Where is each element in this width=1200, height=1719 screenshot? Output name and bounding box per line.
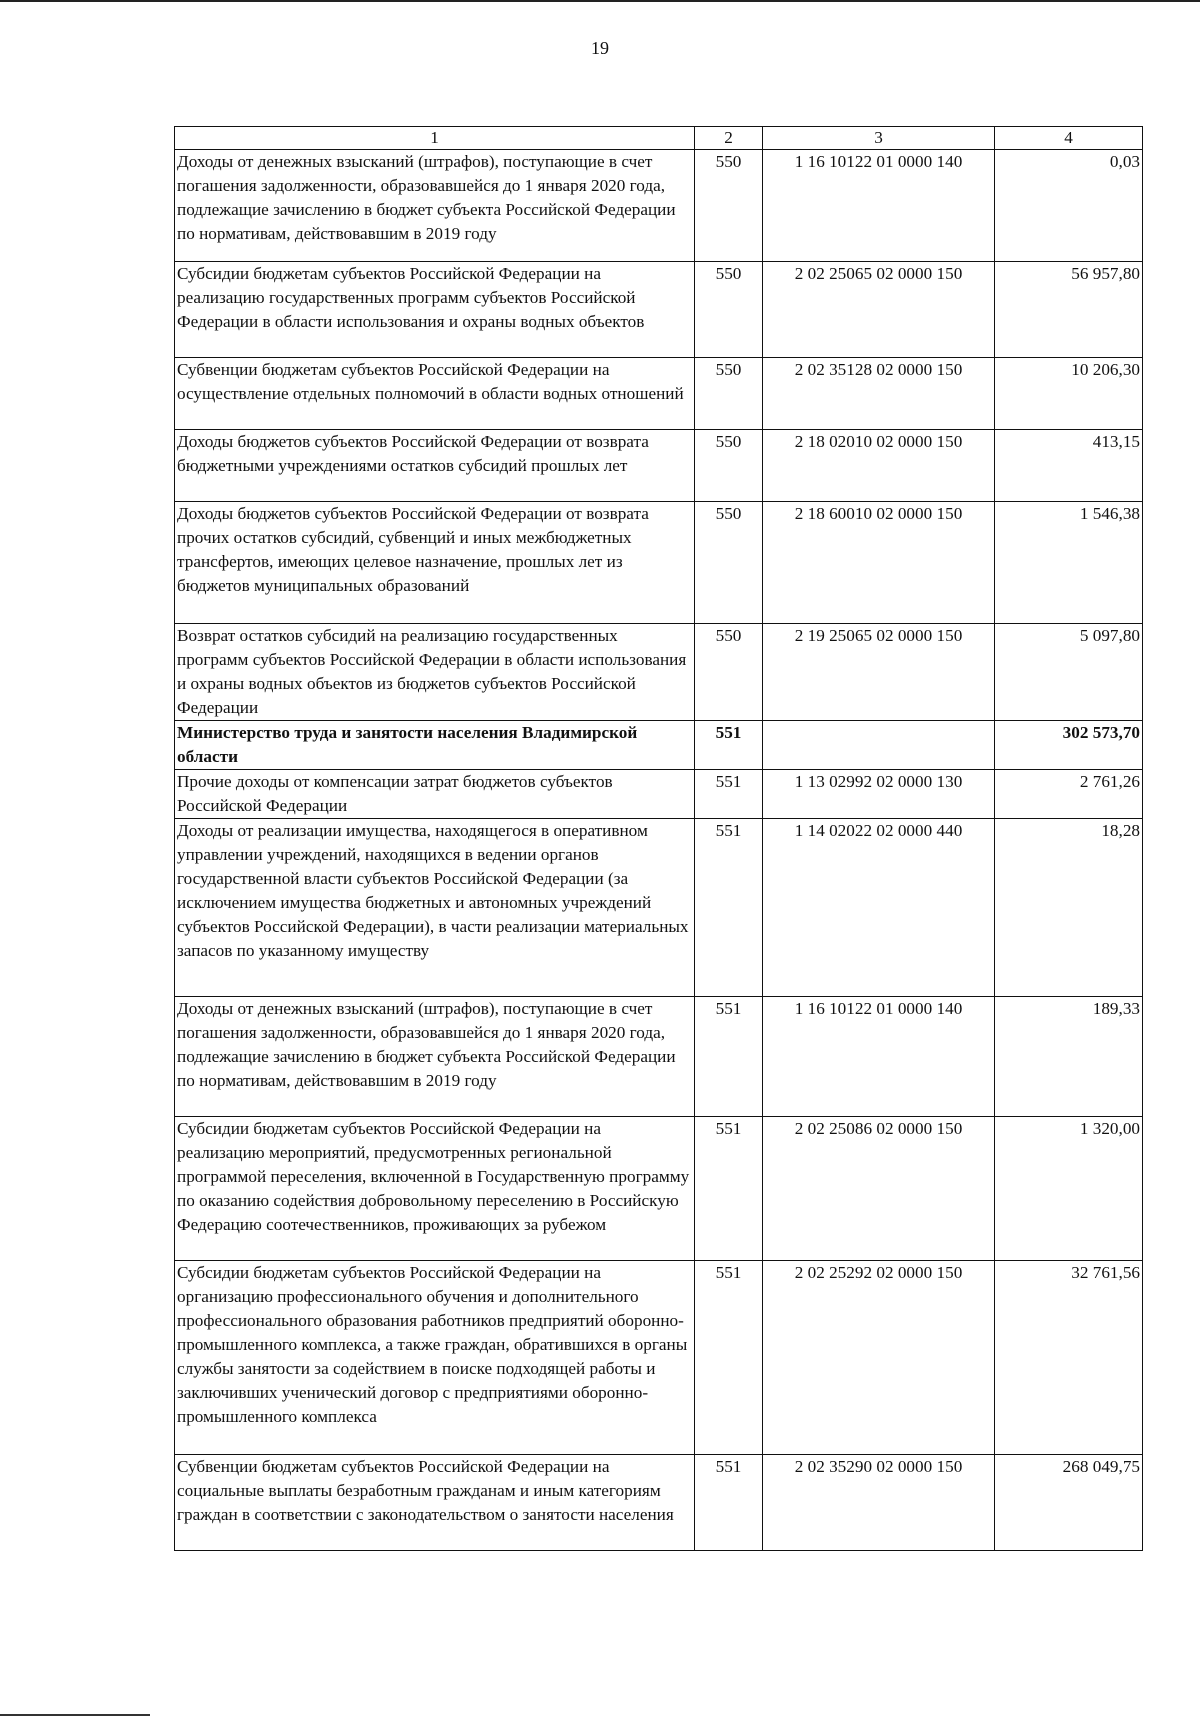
table-row (175, 770, 1143, 819)
row-amount: 302 573,70 (995, 721, 1143, 770)
table-row (175, 1117, 1143, 1261)
row-description: Субсидии бюджетам субъектов Российской Федерации на реализацию государственных программ субъектов Российской Федерации в области использования и охраны водных объектов (175, 262, 695, 358)
row-revenue-code: 2 02 25065 02 0000 150 (763, 262, 995, 358)
table-row (175, 819, 1143, 997)
row-description: Субвенции бюджетам субъектов Российской Федерации на социальные выплаты безработным гражданам и иным категориям граждан в соответствии с законодательством о занятости населения (175, 1455, 695, 1551)
row-admin-code: 551 (695, 819, 763, 997)
row-admin-code: 550 (695, 430, 763, 502)
row-admin-code: 550 (695, 358, 763, 430)
table-row (175, 1455, 1143, 1551)
table-row (175, 997, 1143, 1117)
row-admin-code: 550 (695, 150, 763, 262)
scan-edge-bottom (0, 1714, 150, 1716)
row-revenue-code: 2 18 02010 02 0000 150 (763, 430, 995, 502)
row-admin-code: 551 (695, 1117, 763, 1261)
row-revenue-code: 2 02 25292 02 0000 150 (763, 1261, 995, 1455)
row-revenue-code: 2 02 35290 02 0000 150 (763, 1455, 995, 1551)
row-revenue-code: 2 02 25086 02 0000 150 (763, 1117, 995, 1261)
row-amount: 189,33 (995, 997, 1143, 1117)
table-header-row (175, 127, 1143, 150)
table-row (175, 430, 1143, 502)
row-description: Министерство труда и занятости населения Владимирской области (175, 721, 695, 770)
column-header-1: 1 (175, 127, 695, 150)
scan-edge-top (0, 0, 1200, 2)
row-admin-code: 551 (695, 997, 763, 1117)
row-description: Доходы бюджетов субъектов Российской Федерации от возврата прочих остатков субсидий, субвенций и иных межбюджетных трансфертов, имеющих целевое назначение, прошлых лет из бюджетов муниципальных образований (175, 502, 695, 624)
row-description: Доходы от денежных взысканий (штрафов), поступающие в счет погашения задолженности, образовавшейся до 1 января 2020 года, подлежащие зачислению в бюджет субъекта Российской Федерации по нормативам, действовавшим в 2019 году (175, 150, 695, 262)
row-amount: 10 206,30 (995, 358, 1143, 430)
table-row (175, 150, 1143, 262)
row-admin-code: 551 (695, 770, 763, 819)
row-revenue-code: 1 13 02992 02 0000 130 (763, 770, 995, 819)
column-header-2: 2 (695, 127, 763, 150)
table-row-ministry-total (175, 721, 1143, 770)
column-header-4: 4 (995, 127, 1143, 150)
row-amount: 1 546,38 (995, 502, 1143, 624)
row-admin-code: 550 (695, 624, 763, 721)
row-revenue-code (763, 721, 995, 770)
table-row (175, 624, 1143, 721)
row-amount: 18,28 (995, 819, 1143, 997)
row-revenue-code: 2 02 35128 02 0000 150 (763, 358, 995, 430)
row-admin-code: 551 (695, 721, 763, 770)
row-admin-code: 550 (695, 502, 763, 624)
row-description: Субвенции бюджетам субъектов Российской Федерации на осуществление отдельных полномочий в области водных отношений (175, 358, 695, 430)
revenue-table (174, 126, 1143, 1551)
row-amount: 5 097,80 (995, 624, 1143, 721)
row-description: Прочие доходы от компенсации затрат бюджетов субъектов Российской Федерации (175, 770, 695, 819)
row-amount: 1 320,00 (995, 1117, 1143, 1261)
row-admin-code: 551 (695, 1261, 763, 1455)
row-amount: 0,03 (995, 150, 1143, 262)
table-row (175, 1261, 1143, 1455)
row-amount: 32 761,56 (995, 1261, 1143, 1455)
table-row (175, 358, 1143, 430)
row-description: Доходы от денежных взысканий (штрафов), поступающие в счет погашения задолженности, образовавшейся до 1 января 2020 года, подлежащие зачислению в бюджет субъекта Российской Федерации по нормативам, действовавшим в 2019 году (175, 997, 695, 1117)
row-revenue-code: 1 16 10122 01 0000 140 (763, 150, 995, 262)
row-amount: 2 761,26 (995, 770, 1143, 819)
row-description: Доходы бюджетов субъектов Российской Федерации от возврата бюджетными учреждениями остатков субсидий прошлых лет (175, 430, 695, 502)
row-description: Доходы от реализации имущества, находящегося в оперативном управлении учреждений, находящихся в ведении органов государственной власти субъектов Российской Федерации (за исключением имущества бюджетных и автономных учреждений субъектов Российской Федерации), в части реализации материальных запасов по указанному имуществу (175, 819, 695, 997)
row-admin-code: 550 (695, 262, 763, 358)
column-header-3: 3 (763, 127, 995, 150)
table-row (175, 262, 1143, 358)
row-description: Возврат остатков субсидий на реализацию государственных программ субъектов Российской Федерации в области использования и охраны водных объектов из бюджетов субъектов Российской Федерации (175, 624, 695, 721)
row-revenue-code: 1 14 02022 02 0000 440 (763, 819, 995, 997)
row-amount: 268 049,75 (995, 1455, 1143, 1551)
page-number: 19 (591, 38, 609, 58)
table-row (175, 502, 1143, 624)
row-amount: 413,15 (995, 430, 1143, 502)
row-revenue-code: 2 18 60010 02 0000 150 (763, 502, 995, 624)
row-revenue-code: 1 16 10122 01 0000 140 (763, 997, 995, 1117)
row-description: Субсидии бюджетам субъектов Российской Федерации на организацию профессионального обучения и дополнительного профессионального образования работников предприятий оборонно-промышленного комплекса, а также граждан, обратившихся в органы службы занятости за содействием в поиске подходящей работы и заключивших ученический договор с предприятиями оборонно-промышленного комплекса (175, 1261, 695, 1455)
row-amount: 56 957,80 (995, 262, 1143, 358)
row-description: Субсидии бюджетам субъектов Российской Федерации на реализацию мероприятий, предусмотренных региональной программой переселения, включенной в Государственную программу по оказанию содействия добровольному переселению в Российскую Федерацию соотечественников, проживающих за рубежом (175, 1117, 695, 1261)
row-revenue-code: 2 19 25065 02 0000 150 (763, 624, 995, 721)
row-admin-code: 551 (695, 1455, 763, 1551)
